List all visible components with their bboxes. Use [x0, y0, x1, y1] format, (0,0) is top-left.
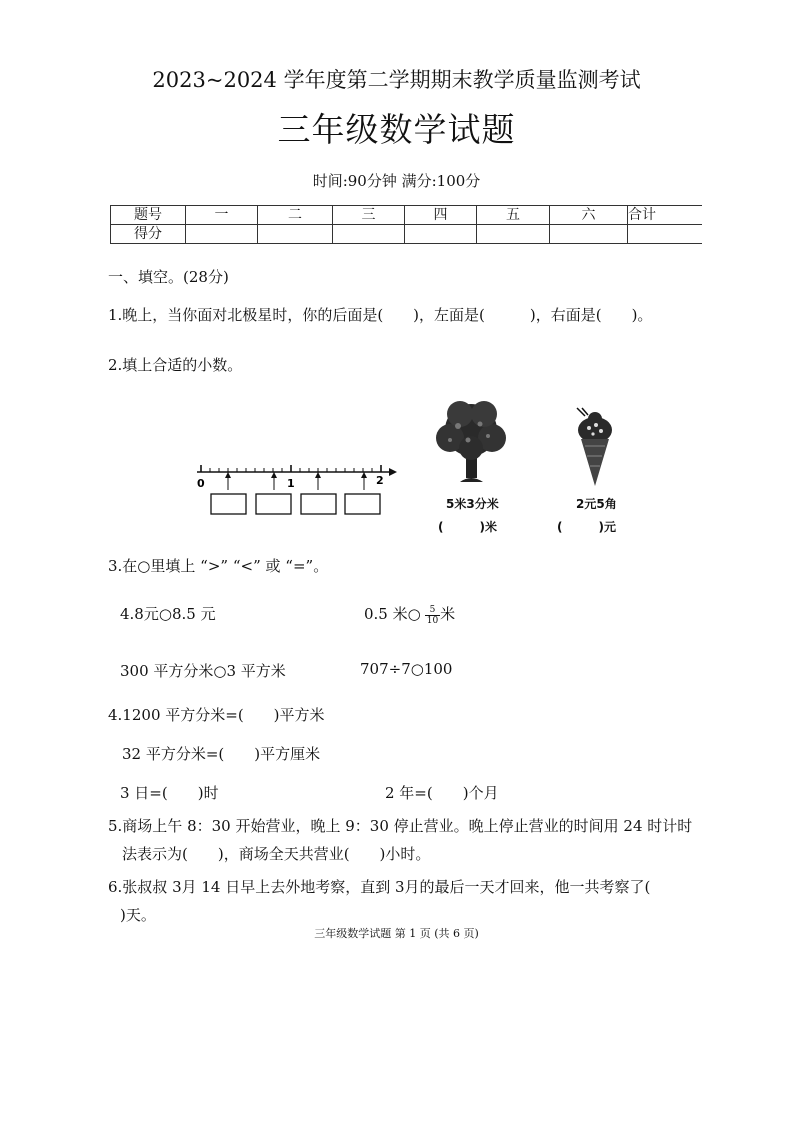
exam-subtitle: 三年级数学试题: [277, 110, 516, 149]
fraction-denominator: 10: [426, 615, 439, 626]
score-table-cell: 一: [186, 206, 258, 225]
question-6-line-1: 6.张叔叔 3月 14 日早上去外地考察，直到 3月的最后一天才回来，他一共考察了(: [108, 878, 651, 896]
pointer-arrowhead: [361, 472, 367, 478]
score-table-cell: 三: [333, 206, 405, 225]
score-table-header-row: [111, 206, 702, 225]
question-4-item-d: 2 年=( )个月: [385, 784, 499, 802]
answer-box[interactable]: [301, 494, 336, 514]
ruler-label-1: 1: [287, 477, 295, 490]
exam-title: 2023~2024 学年度第二学期期末教学质量监测考试: [152, 68, 641, 92]
tree-caption: 5米3分米: [446, 497, 499, 511]
score-table-cell: 题号: [111, 206, 186, 225]
score-entry-cell[interactable]: [550, 225, 628, 244]
question-2: 2.填上合适的小数。: [108, 356, 243, 374]
ruler-label-2: 2: [376, 474, 384, 487]
question-6-line-2: )天。: [120, 906, 156, 924]
score-entry-cell[interactable]: [333, 225, 405, 244]
score-entry-cell[interactable]: [628, 225, 702, 244]
ice-cream-caption: 2元5角: [576, 497, 617, 511]
pointer-arrowhead: [271, 472, 277, 478]
score-table: [110, 205, 702, 244]
number-line-arrow: [389, 468, 397, 476]
number-line-ticks: [201, 465, 381, 472]
item-b-unit: 米: [440, 605, 456, 623]
question-3-item-a: 4.8元○8.5 元: [120, 605, 216, 623]
ruler-label-0: 0: [197, 477, 205, 490]
section-heading: 一、填空。(28分): [108, 268, 229, 286]
answer-box[interactable]: [256, 494, 291, 514]
pointer-arrowhead: [315, 472, 321, 478]
answer-box[interactable]: [345, 494, 380, 514]
fraction-numerator: 5: [425, 605, 440, 616]
question-3: 3.在○里填上 “>” “<” 或 “=”。: [108, 557, 329, 575]
score-table-cell: 六: [550, 206, 628, 225]
score-entry-cell[interactable]: [405, 225, 477, 244]
answer-box-group: [211, 472, 380, 514]
question-3-item-d: 707÷7○100: [360, 660, 453, 678]
score-table-score-row: [111, 225, 702, 244]
tree-icon: [430, 396, 514, 488]
score-table-cell: 合计: [628, 206, 702, 225]
ice-cream-answer: ( )元: [557, 520, 616, 534]
score-table-cell: 二: [258, 206, 333, 225]
question-5-line-2: 法表示为( )，商场全天共营业( )小时。: [122, 845, 431, 863]
item-b-text: 0.5 米○: [364, 605, 421, 623]
question-3-item-b: [364, 603, 455, 626]
tree-answer: ( )米: [438, 520, 497, 534]
question-3-item-c: 300 平方分米○3 平方米: [120, 662, 286, 680]
score-entry-cell[interactable]: [258, 225, 333, 244]
number-line-figure: [193, 460, 403, 520]
question-4-item-b: 32 平方分米=( )平方厘米: [122, 745, 321, 763]
question-4-item-c: 3 日=( )时: [120, 784, 219, 802]
score-table-cell: 五: [477, 206, 550, 225]
score-table-cell: 得分: [111, 225, 186, 244]
score-entry-cell[interactable]: [477, 225, 550, 244]
ice-cream-icon: [571, 406, 621, 490]
exam-meta: 时间:90分钟 满分:100分: [312, 172, 481, 190]
answer-box[interactable]: [211, 494, 246, 514]
question-5-line-1: 5.商场上午 8：30 开始营业，晚上 9：30 停止营业。晚上停止营业的时间用 24 时计时: [108, 817, 693, 835]
score-entry-cell[interactable]: [186, 225, 258, 244]
question-1: 1.晚上，当你面对北极星时，你的后面是( )，左面是( )，右面是( )。: [108, 306, 653, 324]
pointer-arrowhead: [225, 472, 231, 478]
score-table-cell: 四: [405, 206, 477, 225]
page-footer: 三年级数学试题 第 1 页 (共 6 页): [314, 927, 479, 940]
question-4: 4.1200 平方分米=( )平方米: [108, 706, 325, 724]
fraction: [425, 605, 440, 626]
